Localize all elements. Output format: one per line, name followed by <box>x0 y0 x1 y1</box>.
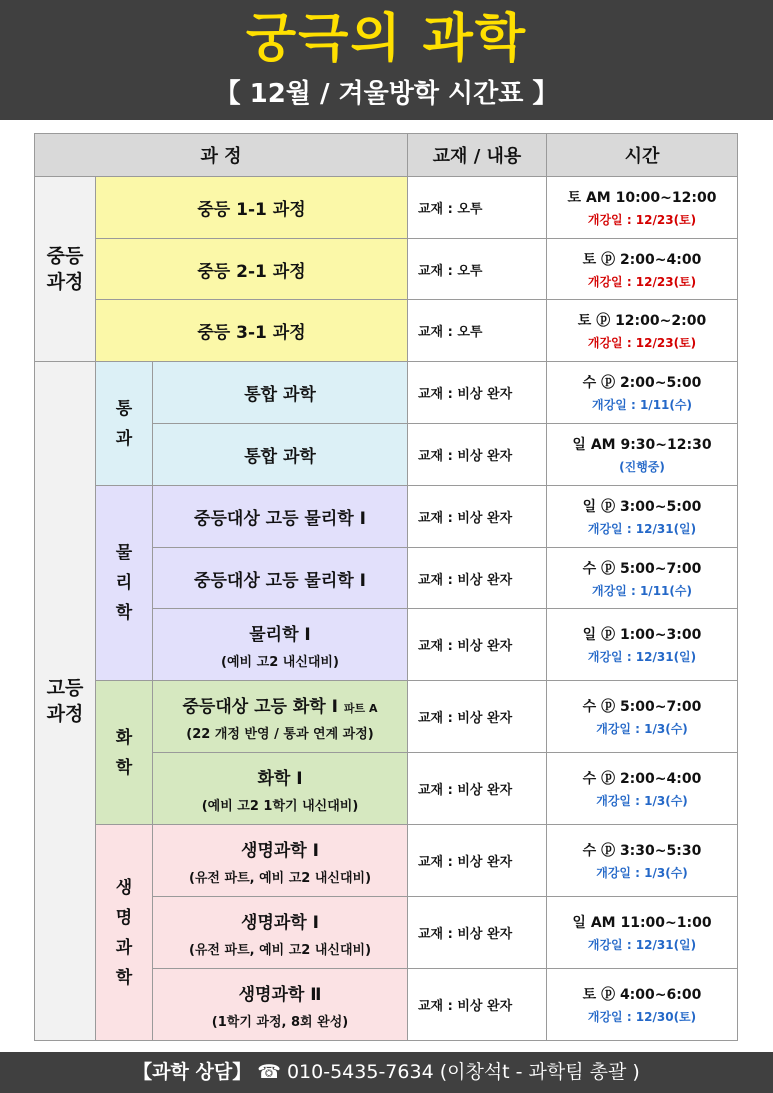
time-cell: 일 ⓟ 3:00~5:00 개강일 : 12/31(일) <box>547 486 738 548</box>
open-date: 개강일 : 12/31(일) <box>587 938 697 952</box>
book-cell: 교재 : 비상 완자 <box>408 753 547 825</box>
time-cell: 토 ⓟ 12:00~2:00 개강일 : 12/23(토) <box>547 300 738 362</box>
book-cell: 교재 : 비상 완자 <box>408 969 547 1041</box>
phone-icon: ☎ <box>257 1061 281 1083</box>
open-date: 개강일 : 1/3(수) <box>596 794 688 808</box>
time-cell: 토 AM 10:00~12:00 개강일 : 12/23(토) <box>547 177 738 239</box>
header-banner <box>0 0 773 120</box>
course-cell: 중등대상 고등 물리학 Ⅰ <box>153 486 408 548</box>
course-note: (예비 고2 내신대비) <box>221 654 339 670</box>
time-cell: 수 ⓟ 2:00~5:00 개강일 : 1/11(수) <box>547 362 738 424</box>
open-date: 개강일 : 1/11(수) <box>592 398 692 412</box>
course-note: (유전 파트, 예비 고2 내신대비) <box>188 870 372 886</box>
col-header-course: 과 정 <box>35 134 408 177</box>
time-cell: 일 AM 9:30~12:30 (진행중) <box>547 424 738 486</box>
subject-tonggwa: 통 과 <box>96 362 153 486</box>
open-date: 개강일 : 12/23(토) <box>587 336 697 350</box>
book-cell: 교재 : 비상 완자 <box>408 681 547 753</box>
course-cell: 물리학 Ⅰ (예비 고2 내신대비) <box>153 609 408 681</box>
page-subtitle: 【 12월 / 겨울방학 시간표 】 <box>214 79 559 109</box>
contact-footer <box>0 1052 773 1093</box>
book-cell: 교재 : 비상 완자 <box>408 424 547 486</box>
course-cell: 중등 3-1 과정 <box>96 300 408 362</box>
consult-label: 【과학 상담】 <box>133 1061 252 1083</box>
col-header-time: 시간 <box>547 134 738 177</box>
course-note: (예비 고2 1학기 내신대비) <box>201 798 359 814</box>
contact-text: 010-5435-7634 (이창석t - 과학팀 총괄 ) <box>286 1061 640 1083</box>
book-cell: 교재 : 비상 완자 <box>408 362 547 424</box>
book-cell: 교재 : 오투 <box>408 239 547 300</box>
open-date: 개강일 : 12/31(일) <box>587 522 697 536</box>
course-note: (22 개정 반영 / 통과 연계 과정) <box>186 726 374 742</box>
course-part: 파트 A <box>343 701 378 715</box>
course-cell: 생명과학 Ⅰ (유전 파트, 예비 고2 내신대비) <box>153 897 408 969</box>
time-cell: 수 ⓟ 5:00~7:00 개강일 : 1/11(수) <box>547 548 738 609</box>
open-date: 개강일 : 12/23(토) <box>587 274 697 289</box>
course-cell: 통합 과학 <box>153 362 408 424</box>
time-cell: 일 AM 11:00~1:00 개강일 : 12/31(일) <box>547 897 738 969</box>
schedule-table <box>34 133 738 1041</box>
subject-biology: 생 명 과 학 <box>96 825 153 1041</box>
book-cell: 교재 : 비상 완자 <box>408 825 547 897</box>
book-cell: 교재 : 비상 완자 <box>408 897 547 969</box>
open-date: 개강일 : 12/23(토) <box>587 213 697 227</box>
group-high: 고등 과정 <box>35 362 96 1041</box>
course-cell: 중등 1-1 과정 <box>96 177 408 239</box>
course-note: (유전 파트, 예비 고2 내신대비) <box>188 942 372 958</box>
col-header-book: 교재 / 내용 <box>408 134 547 177</box>
book-cell: 교재 : 비상 완자 <box>408 609 547 681</box>
course-cell: 중등 2-1 과정 <box>96 239 408 300</box>
open-date: 개강일 : 1/3(수) <box>596 722 688 736</box>
course-cell: 중등대상 고등 화학 Ⅰ 파트 A (22 개정 반영 / 통과 연계 과정) <box>153 681 408 753</box>
book-cell: 교재 : 비상 완자 <box>408 548 547 609</box>
time-cell: 토 ⓟ 2:00~4:00 개강일 : 12/23(토) <box>547 239 738 300</box>
course-cell: 통합 과학 <box>153 424 408 486</box>
book-cell: 교재 : 오투 <box>408 300 547 362</box>
course-cell: 화학 Ⅰ (예비 고2 1학기 내신대비) <box>153 753 408 825</box>
open-date: 개강일 : 12/30(토) <box>587 1010 697 1024</box>
course-cell: 생명과학 Ⅰ (유전 파트, 예비 고2 내신대비) <box>153 825 408 897</box>
time-cell: 토 ⓟ 4:00~6:00 개강일 : 12/30(토) <box>547 969 738 1041</box>
time-cell: 일 ⓟ 1:00~3:00 개강일 : 12/31(일) <box>547 609 738 681</box>
time-cell: 수 ⓟ 2:00~4:00 개강일 : 1/3(수) <box>547 753 738 825</box>
open-date: 개강일 : 1/11(수) <box>592 583 692 598</box>
time-cell: 수 ⓟ 5:00~7:00 개강일 : 1/3(수) <box>547 681 738 753</box>
time-cell: 수 ⓟ 3:30~5:30 개강일 : 1/3(수) <box>547 825 738 897</box>
open-date: 개강일 : 1/3(수) <box>596 866 688 880</box>
subject-physics: 물 리 학 <box>96 486 153 681</box>
course-cell: 중등대상 고등 물리학 Ⅰ <box>153 548 408 609</box>
open-date: 개강일 : 12/31(일) <box>587 650 697 664</box>
course-cell: 생명과학 Ⅱ (1학기 과정, 8회 완성) <box>153 969 408 1041</box>
page-title: 궁극의 과학 <box>245 9 528 69</box>
book-cell: 교재 : 비상 완자 <box>408 486 547 548</box>
group-middle: 중등 과정 <box>35 177 96 362</box>
course-note: (1학기 과정, 8회 완성) <box>211 1014 349 1030</box>
open-date: (진행중) <box>619 460 665 474</box>
subject-chemistry: 화 학 <box>96 681 153 825</box>
book-cell: 교재 : 오투 <box>408 177 547 239</box>
